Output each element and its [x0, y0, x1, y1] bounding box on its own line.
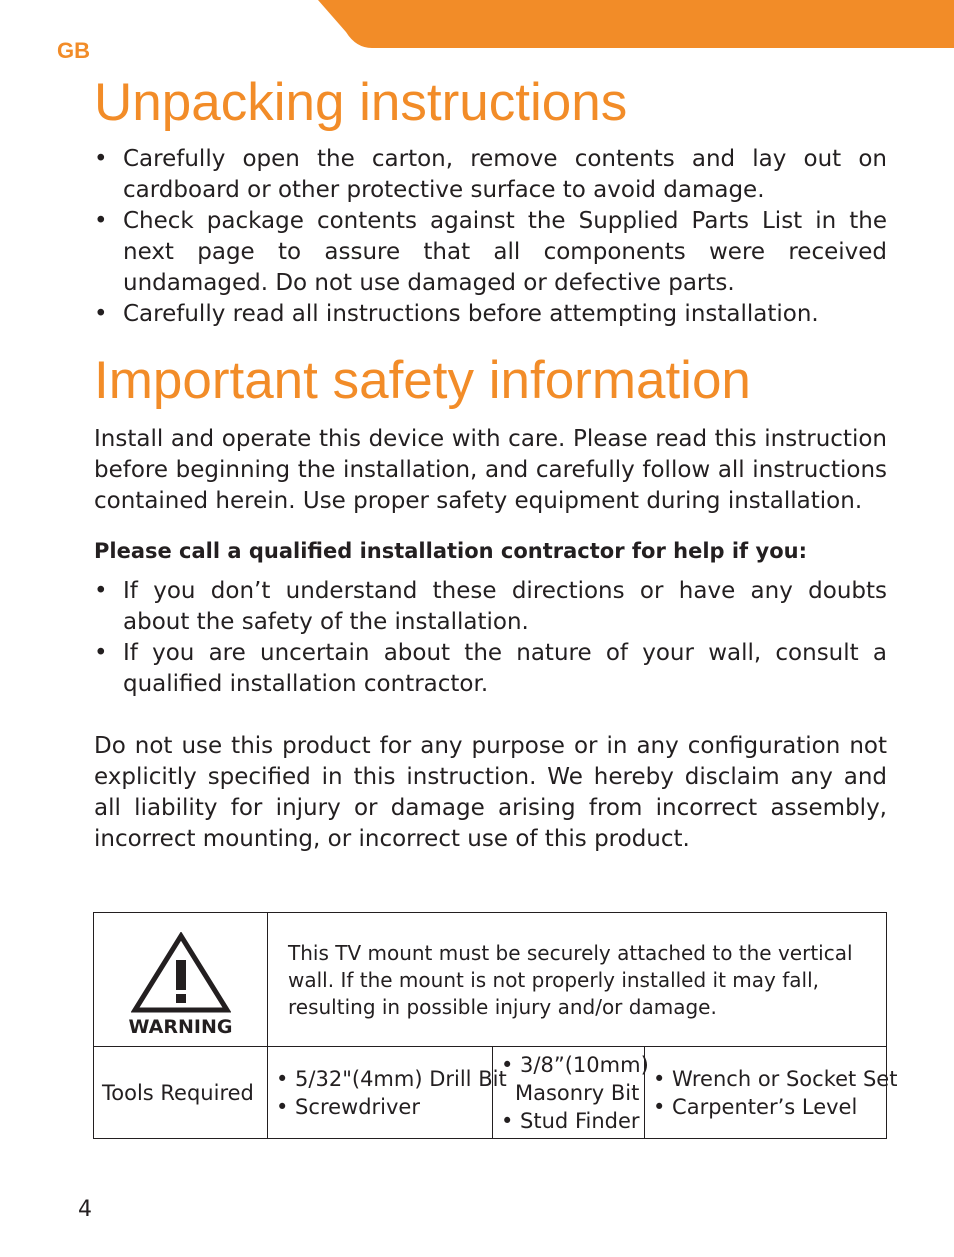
warning-triangle-icon: [131, 932, 231, 1014]
bullet-icon: •: [94, 208, 108, 234]
safety-intro-paragraph: Install and operate this device with care. Please read this instruction before beginning the installation, and carefully follow all instructions contained herein. Use proper safety equipment during installation.: [94, 426, 887, 514]
warning-table: [93, 912, 898, 1139]
bullet-icon: •: [94, 578, 108, 604]
list-item: • Carefully open the carton, remove contents and lay out on cardboard or other protective surface to avoid damage.: [94, 146, 887, 203]
tool-item: • 5/32"(4mm) Drill Bit: [276, 1066, 507, 1091]
tools-column-2: [493, 1047, 649, 1139]
bullet-icon: •: [94, 301, 108, 327]
contractor-help-list: [94, 576, 887, 700]
tool-item: Masonry Bit: [515, 1080, 640, 1105]
tool-item: • Screwdriver: [276, 1094, 420, 1119]
safety-title: Important safety information: [94, 351, 751, 410]
list-item: • If you are uncertain about the nature of your wall, consult a qualified installation contractor.: [94, 640, 887, 697]
tool-item: • Stud Finder: [501, 1108, 640, 1133]
list-item: • If you don’t understand these directions or have any doubts about the safety of the installation.: [94, 578, 887, 635]
warning-cell: [94, 913, 268, 1047]
warning-text: This TV mount must be securely attached to the vertical wall. If the mount is not properly installed it may fall, resulting in possible injury and/or damage.: [288, 941, 853, 1019]
unpacking-list: [94, 144, 887, 330]
contractor-callout: Please call a qualified installation contractor for help if you:: [94, 539, 807, 563]
language-tag: GB: [57, 38, 90, 63]
list-item: • Carefully read all instructions before attempting installation.: [94, 299, 887, 330]
warning-text-cell: [268, 913, 887, 1047]
header-orange-tab: [0, 0, 954, 50]
bullet-icon: •: [94, 146, 108, 172]
warning-label: WARNING: [128, 1015, 233, 1038]
unpacking-title: Unpacking instructions: [94, 73, 628, 132]
tool-item: • Wrench or Socket Set: [653, 1066, 898, 1091]
disclaimer-paragraph: Do not use this product for any purpose or in any configuration not explicitly specified in this instruction. We hereby disclaim any and all liability for injury or damage arising from incorrect assembly, incorrect mounting, or incorrect use of this product.: [94, 733, 887, 852]
list-item: • Check package contents against the Supplied Parts List in the next page to assure that all components were received undamaged. Do not use damaged or defective parts.: [94, 208, 887, 296]
bullet-icon: •: [94, 640, 108, 666]
page-number: 4: [78, 1197, 92, 1222]
tools-column-1: [268, 1047, 507, 1139]
tools-required-label: Tools Required: [94, 1047, 268, 1139]
tools-column-3: [645, 1047, 898, 1139]
tool-item: • 3/8”(10mm): [501, 1052, 649, 1077]
tool-item: • Carpenter’s Level: [653, 1094, 858, 1119]
